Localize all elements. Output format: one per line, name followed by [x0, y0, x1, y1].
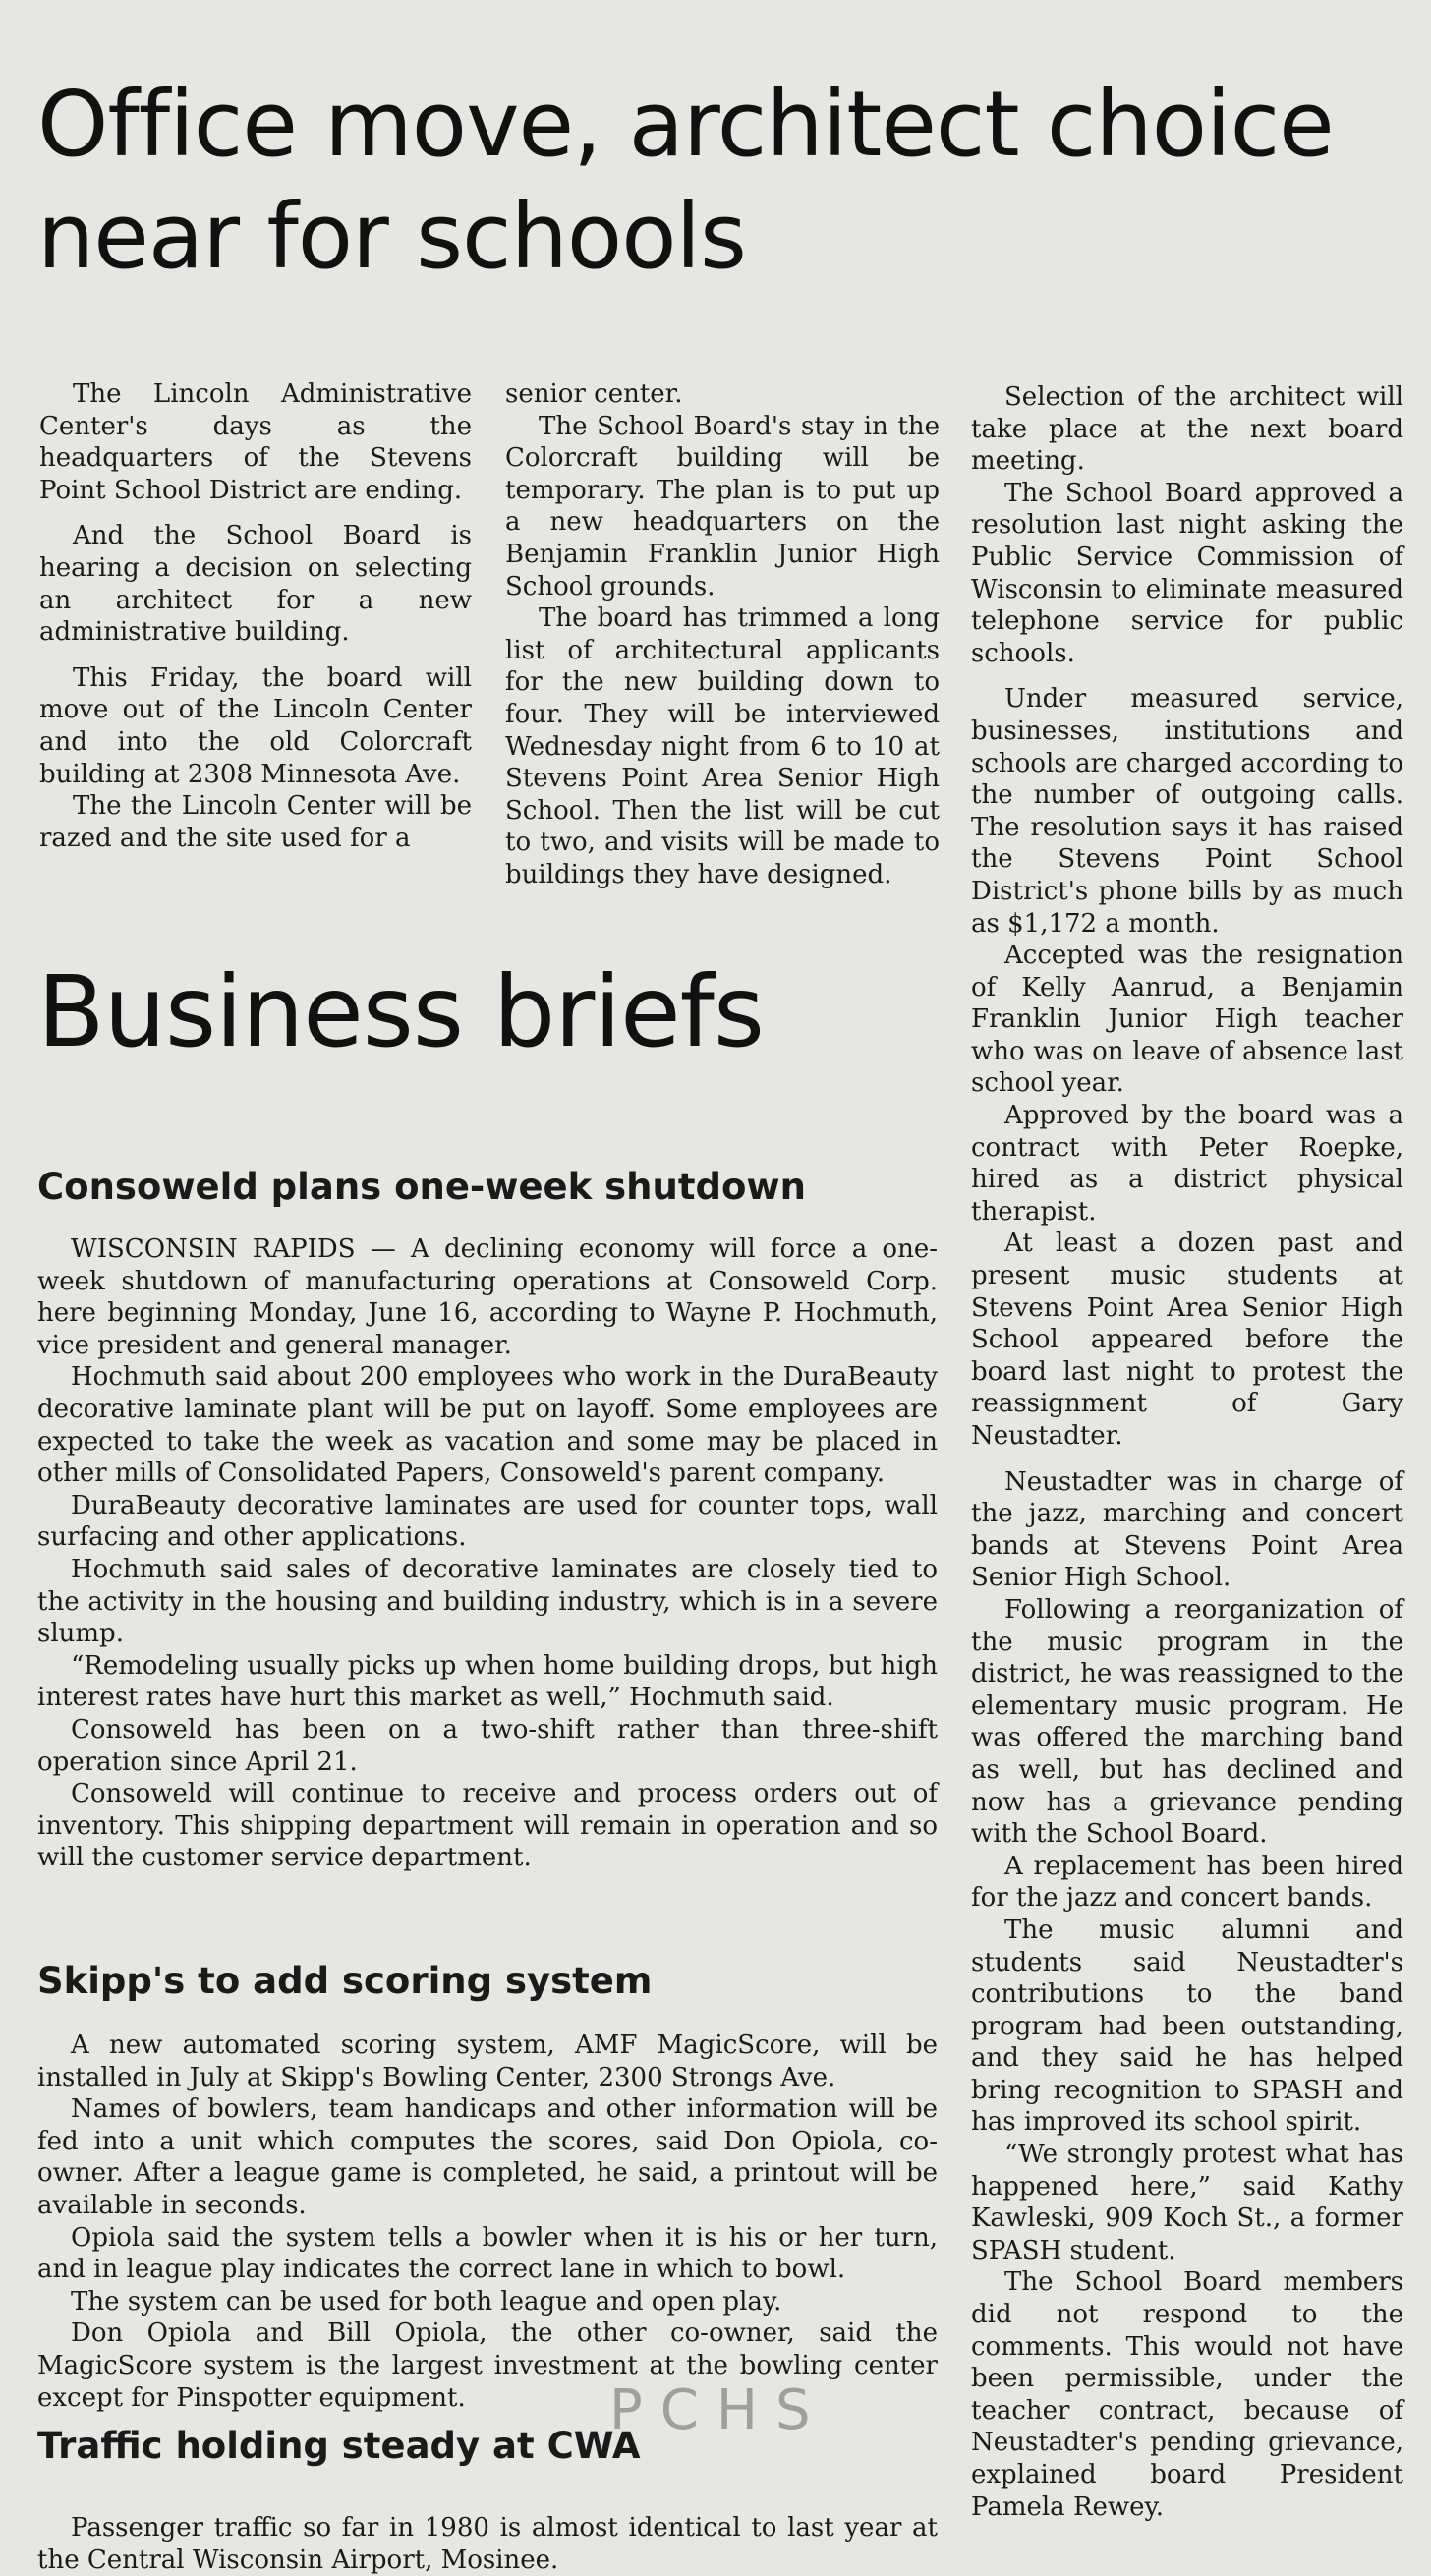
brief-headline: Skipp's to add scoring system: [37, 1960, 653, 2002]
paragraph: Passenger traffic so far in 1980 is almost identical to last year at the Central Wisconsin Airport, Mosinee.: [37, 2513, 938, 2575]
paragraph: At least a dozen past and present music students at Stevens Point Area Senior High School appeared before the board last night to protest the reassignment of Gary Neustadter.: [971, 1229, 1403, 1451]
paragraph: DuraBeauty decorative laminates are used for counter tops, wall surfacing and other applications.: [37, 1490, 938, 1553]
paragraph: A new automated scoring system, AMF MagicScore, will be installed in July at Skipp's Bowling Center, 2300 Strongs Ave.: [37, 2031, 938, 2092]
paragraph: Hochmuth said sales of decorative laminates are closely tied to the activity in the housing and building industry, which is in a severe slump.: [37, 1554, 938, 1649]
paragraph: The School Board's stay in the Colorcraft building will be temporary. The plan is to put up a new headquarters on the Benjamin Franklin Junior High School grounds.: [505, 411, 940, 601]
paragraph: Following a reorganization of the music program in the district, he was reassigned to the elementary music program. He was offered the marching band as well, but has declined and now has a grievance pending with the School Board.: [971, 1594, 1403, 1850]
brief-skipps: [37, 1959, 938, 2414]
paragraph: The School Board members did not respond to the comments. This would not have been permissible, under the teacher contract, because of Neustadter's pending grievance, explained board President Pamela Rewey.: [971, 2267, 1403, 2522]
paragraph: WISCONSIN RAPIDS — A declining economy will force a one-week shutdown of manufacturing operations at Consoweld Corp. here beginning Monday, June 16, according to Wayne P. Hochmuth, vice president and general manager.: [37, 1234, 938, 1360]
paragraph: Accepted was the resignation of Kelly Aanrud, a Benjamin Franklin Junior High teacher who was on leave of absence last school year.: [971, 941, 1403, 1099]
paragraph: Neustadter was in charge of the jazz, marching and concert bands at Stevens Point Area Senior High School.: [971, 1466, 1403, 1593]
article-column-2: [505, 378, 940, 891]
paragraph: This Friday, the board will move out of the Lincoln Center and into the old Colorcraft building at 2308 Minnesota Ave.: [39, 662, 472, 789]
paragraph: senior center.: [505, 379, 683, 409]
paragraph: The Lincoln Administrative Center's days as the headquarters of the Stevens Point School District are ending.: [39, 379, 472, 505]
brief-headline: Consoweld plans one-week shutdown: [37, 1166, 806, 1208]
paragraph: The board has trimmed a long list of architectural applicants for the new building down to four. They will be interviewed Wednesday night from 6 to 10 at Stevens Point Area Senior High School. Then the list will be cut to two, and visits will be made to buildings they have designed.: [505, 603, 940, 889]
paragraph: The the Lincoln Center will be razed and the site used for a: [39, 791, 472, 853]
brief-headline: Traffic holding steady at CWA: [37, 2425, 641, 2467]
article-headline: Office move, architect choice near for schools: [37, 72, 1334, 289]
section-title: Business briefs: [37, 954, 764, 1069]
paragraph: Under measured service, businesses, institutions and schools are charged according to the number of outgoing calls. The resolution says it has raised the Stevens Point School District's phone bills by as much as $1,172 a month.: [971, 684, 1403, 939]
paragraph: Consoweld will continue to receive and process orders out of inventory. This shipping department will remain in operation and so will the customer service department.: [37, 1779, 938, 1873]
paragraph: “Remodeling usually picks up when home building drops, but high interest rates have hurt this market as well,” Hochmuth said.: [37, 1650, 938, 1713]
paragraph: Names of bowlers, team handicaps and other information will be fed into a unit which computes the scores, said Don Opiola, co-owner. After a league game is completed, he said, a printout will be available in seconds.: [37, 2094, 938, 2220]
paragraph: “We strongly protest what has happened here,” said Kathy Kawleski, 909 Koch St., a former SPASH student.: [971, 2140, 1403, 2265]
paragraph: Consoweld has been on a two-shift rather than three-shift operation since April 21.: [37, 1714, 938, 1777]
brief-consoweld: [37, 1165, 938, 1874]
paragraph: The School Board approved a resolution last night asking the Public Service Commission of Wisconsin to eliminate measured telephone service for public schools.: [971, 478, 1403, 668]
paragraph: Hochmuth said about 200 employees who work in the DuraBeauty decorative laminate plant will be put on layoff. Some employees are expected to take the week as vacation and some may be placed in other mills of Consolidated Papers, Consoweld's parent company.: [37, 1362, 938, 1489]
paragraph: A replacement has been hired for the jazz and concert bands.: [971, 1851, 1403, 1914]
paragraph: Approved by the board was a contract with Peter Roepke, hired as a district physical therapist.: [971, 1101, 1403, 1227]
paragraph: Don Opiola and Bill Opiola, the other co-owner, said the MagicScore system is the largest investment at the bowling center except for Pinspotter equipment.: [37, 2318, 938, 2413]
brief-cwa: [37, 2425, 938, 2576]
paragraph: The music alumni and students said Neustadter's contributions to the band program had been outstanding, and they said he has helped bring recognition to SPASH and has improved its school spirit.: [971, 1915, 1403, 2138]
paragraph: Opiola said the system tells a bowler when it is his or her turn, and in league play indicates the correct lane in which to bowl.: [37, 2222, 938, 2285]
article-column-1: [39, 378, 472, 854]
watermark: PCHS: [609, 2378, 829, 2442]
paragraph: And the School Board is hearing a decision on selecting an architect for a new administrative building.: [39, 521, 472, 648]
article-column-3: [971, 381, 1403, 2523]
paragraph: The system can be used for both league and open play.: [71, 2286, 782, 2317]
paragraph: Selection of the architect will take place at the next board meeting.: [971, 382, 1403, 477]
